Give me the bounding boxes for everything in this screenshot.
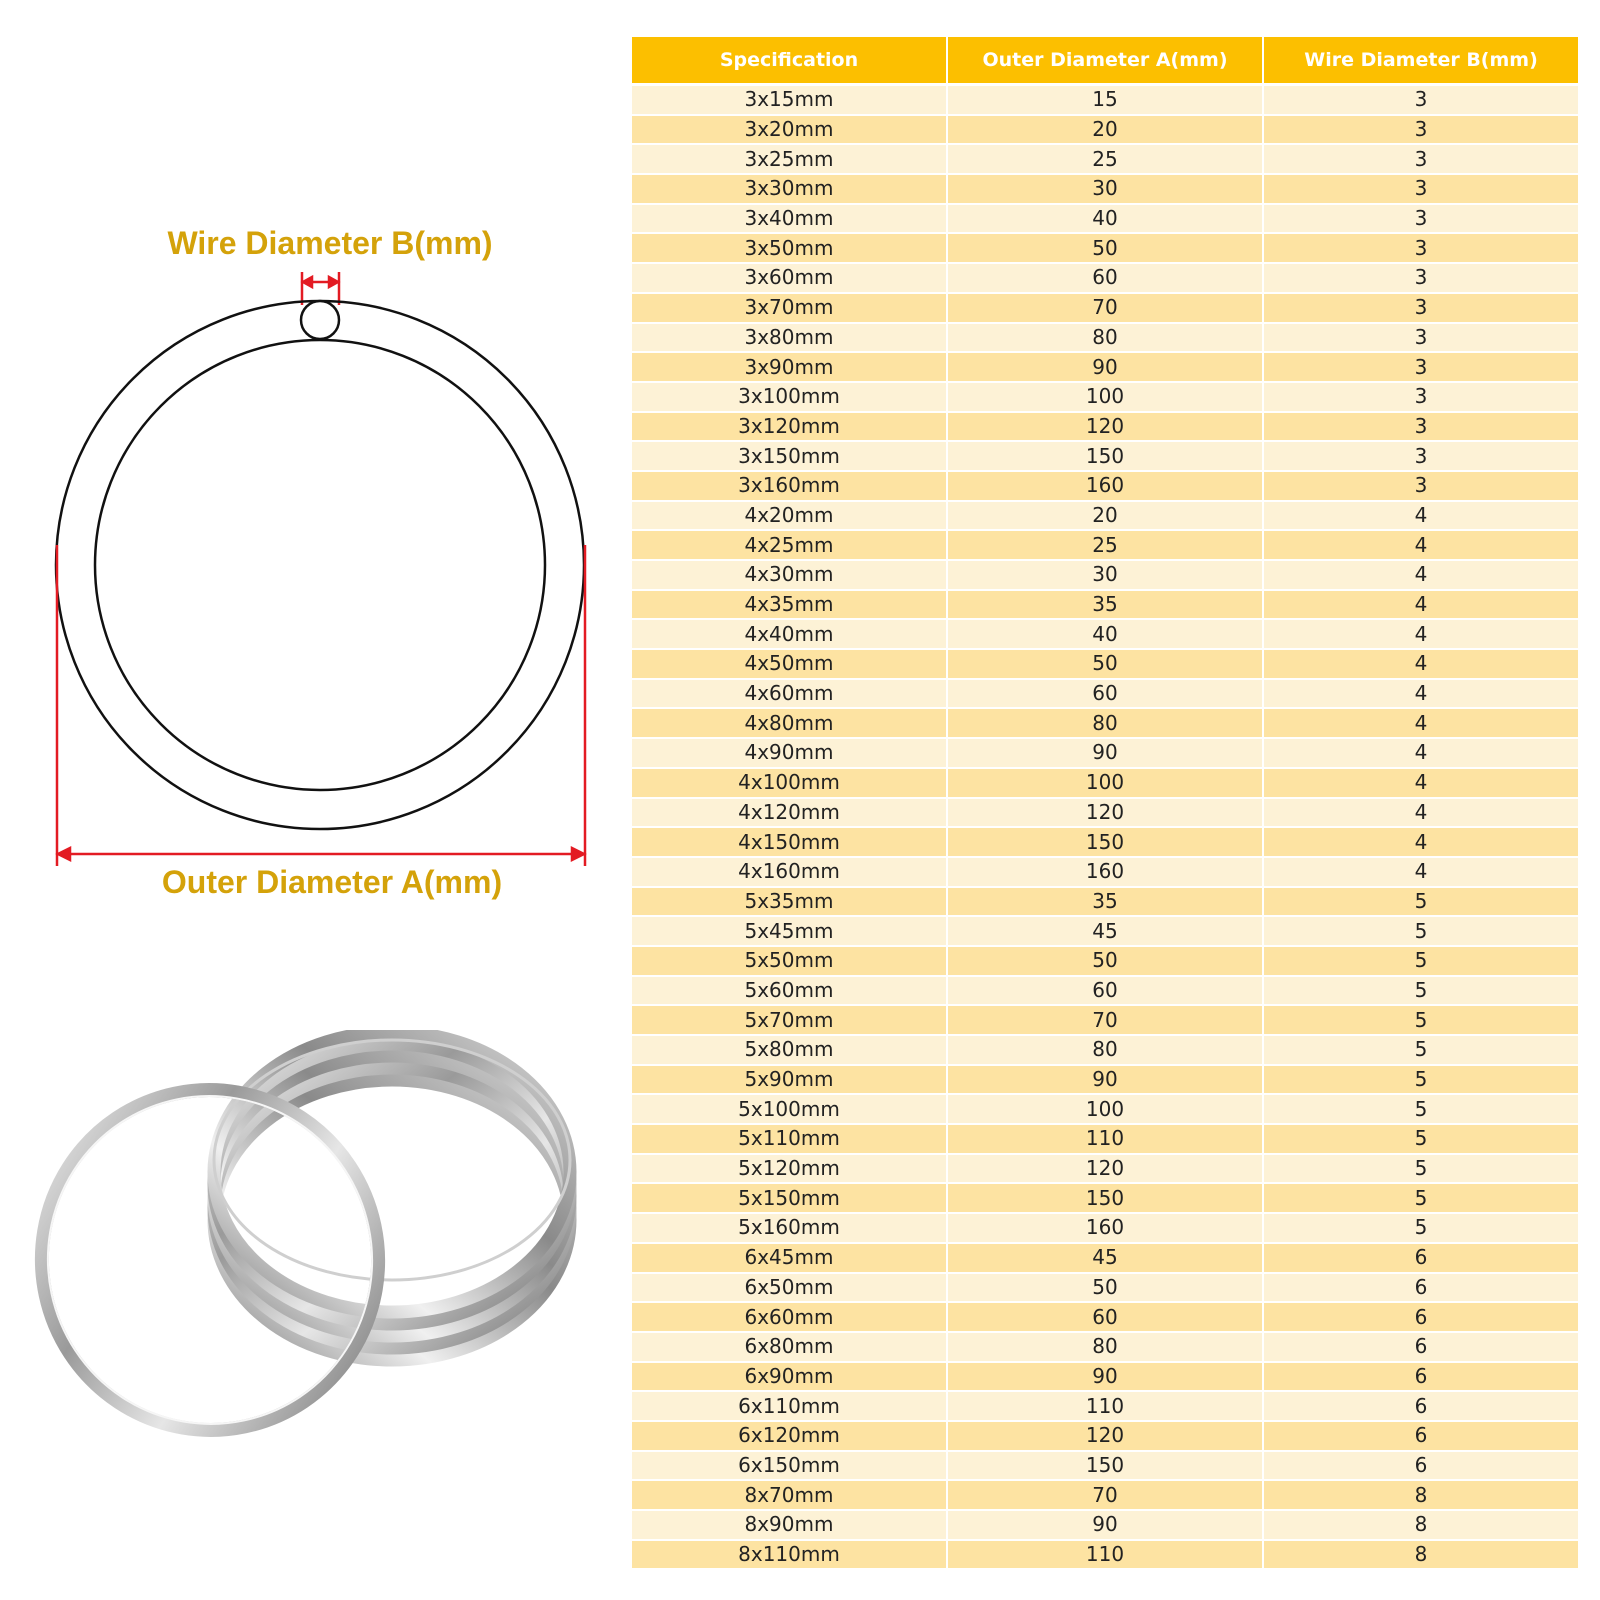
single-ring-highlight	[20, 1066, 403, 1454]
wire-diameter-cell: 4	[1263, 530, 1579, 560]
specification-cell: 5x35mm	[631, 887, 947, 917]
wire-diameter-cell: 6	[1263, 1451, 1579, 1481]
wire-diameter-cell: 3	[1263, 471, 1579, 501]
table-row	[631, 946, 1579, 976]
specification-cell: 3x25mm	[631, 144, 947, 174]
outer-diameter-cell: 160	[947, 857, 1263, 887]
wire-diameter-cell: 4	[1263, 768, 1579, 798]
table-row	[631, 708, 1579, 738]
table-row	[631, 1243, 1579, 1273]
outer-diameter-cell: 100	[947, 382, 1263, 412]
wire-diameter-cell: 4	[1263, 649, 1579, 679]
wire-diameter-cell: 3	[1263, 174, 1579, 204]
wire-diameter-cell: 6	[1263, 1391, 1579, 1421]
specification-cell: 4x100mm	[631, 768, 947, 798]
table-row	[631, 85, 1579, 115]
table-row	[631, 1451, 1579, 1481]
table-row	[631, 560, 1579, 590]
table-row	[631, 1302, 1579, 1332]
table-row	[631, 1480, 1579, 1510]
wire-cross-section	[301, 301, 339, 339]
table-row	[631, 1154, 1579, 1184]
table-row	[631, 1421, 1579, 1451]
outer-diameter-cell: 70	[947, 1480, 1263, 1510]
wire-diameter-cell: 4	[1263, 590, 1579, 620]
table-row	[631, 857, 1579, 887]
specification-cell: 3x50mm	[631, 233, 947, 263]
specification-cell: 4x30mm	[631, 560, 947, 590]
outer-diameter-cell: 70	[947, 293, 1263, 323]
outer-diameter-cell: 40	[947, 619, 1263, 649]
specification-cell: 4x80mm	[631, 708, 947, 738]
ring-outer-outline	[56, 301, 584, 829]
table-row	[631, 1124, 1579, 1154]
table-row	[631, 590, 1579, 620]
specification-cell: 4x120mm	[631, 798, 947, 828]
wire-diameter-cell: 5	[1263, 976, 1579, 1006]
specification-cell: 4x150mm	[631, 827, 947, 857]
outer-diameter-cell: 60	[947, 263, 1263, 293]
specification-cell: 3x40mm	[631, 204, 947, 234]
wire-diameter-cell: 5	[1263, 1005, 1579, 1035]
wire-diameter-cell: 6	[1263, 1273, 1579, 1303]
specification-cell: 5x160mm	[631, 1213, 947, 1243]
table-row	[631, 382, 1579, 412]
wire-diameter-cell: 4	[1263, 738, 1579, 768]
specification-cell: 4x90mm	[631, 738, 947, 768]
specification-cell: 8x110mm	[631, 1540, 947, 1570]
wire-diameter-cell: 4	[1263, 560, 1579, 590]
wire-diameter-cell: 4	[1263, 501, 1579, 531]
table-row	[631, 1391, 1579, 1421]
table-row	[631, 412, 1579, 442]
outer-diameter-cell: 90	[947, 1065, 1263, 1095]
wire-diameter-cell: 6	[1263, 1421, 1579, 1451]
table-row	[631, 768, 1579, 798]
table-row	[631, 441, 1579, 471]
table-row	[631, 827, 1579, 857]
outer-diameter-cell: 30	[947, 174, 1263, 204]
table-row	[631, 679, 1579, 709]
table-row	[631, 1183, 1579, 1213]
outer-diameter-cell: 45	[947, 1243, 1263, 1273]
table-row	[631, 233, 1579, 263]
table-row	[631, 1540, 1579, 1570]
specification-cell: 5x120mm	[631, 1154, 947, 1184]
outer-diameter-cell: 70	[947, 1005, 1263, 1035]
table-row	[631, 1273, 1579, 1303]
specification-cell: 6x90mm	[631, 1362, 947, 1392]
specification-cell: 4x50mm	[631, 649, 947, 679]
wire-diameter-label: Wire Diameter B(mm)	[167, 225, 493, 261]
outer-diameter-label: Outer Diameter A(mm)	[161, 864, 503, 900]
wire-diameter-cell: 3	[1263, 85, 1579, 115]
table-row	[631, 471, 1579, 501]
wire-diameter-cell: 3	[1263, 441, 1579, 471]
table-row	[631, 1510, 1579, 1540]
outer-diameter-cell: 80	[947, 1332, 1263, 1362]
wire-diameter-cell: 4	[1263, 679, 1579, 709]
specification-cell: 5x70mm	[631, 1005, 947, 1035]
table-header-row	[631, 37, 1579, 85]
outer-diameter-cell: 90	[947, 1362, 1263, 1392]
outer-diameter-cell: 100	[947, 768, 1263, 798]
specification-cell: 6x120mm	[631, 1421, 947, 1451]
table-row	[631, 323, 1579, 353]
wire-diameter-cell: 4	[1263, 798, 1579, 828]
outer-diameter-cell: 150	[947, 1451, 1263, 1481]
specification-cell: 5x100mm	[631, 1094, 947, 1124]
wire-diameter-cell: 5	[1263, 1213, 1579, 1243]
header-specification: Specification	[631, 37, 947, 85]
wire-diameter-cell: 6	[1263, 1243, 1579, 1273]
outer-diameter-cell: 120	[947, 412, 1263, 442]
specification-cell: 3x60mm	[631, 263, 947, 293]
wire-diameter-cell: 3	[1263, 293, 1579, 323]
table-row	[631, 798, 1579, 828]
outer-diameter-cell: 20	[947, 501, 1263, 531]
outer-diameter-cell: 25	[947, 144, 1263, 174]
outer-diameter-cell: 30	[947, 560, 1263, 590]
specification-cell: 5x150mm	[631, 1183, 947, 1213]
outer-diameter-cell: 50	[947, 233, 1263, 263]
outer-diameter-arrow	[57, 545, 585, 866]
table-row	[631, 501, 1579, 531]
wire-diameter-cell: 3	[1263, 115, 1579, 145]
product-photo	[20, 1030, 600, 1460]
table-row	[631, 115, 1579, 145]
wire-diameter-cell: 5	[1263, 916, 1579, 946]
specification-cell: 4x25mm	[631, 530, 947, 560]
wire-diameter-cell: 8	[1263, 1480, 1579, 1510]
wire-diameter-cell: 3	[1263, 263, 1579, 293]
outer-diameter-cell: 45	[947, 916, 1263, 946]
outer-diameter-cell: 110	[947, 1391, 1263, 1421]
outer-diameter-cell: 110	[947, 1124, 1263, 1154]
specification-cell: 3x150mm	[631, 441, 947, 471]
outer-diameter-cell: 35	[947, 590, 1263, 620]
wire-diameter-cell: 3	[1263, 412, 1579, 442]
wire-diameter-cell: 5	[1263, 1035, 1579, 1065]
outer-diameter-cell: 60	[947, 1302, 1263, 1332]
outer-diameter-cell: 60	[947, 976, 1263, 1006]
outer-diameter-cell: 120	[947, 1421, 1263, 1451]
specification-cell: 5x80mm	[631, 1035, 947, 1065]
ring-dimension-diagram	[0, 0, 620, 960]
specification-cell: 6x150mm	[631, 1451, 947, 1481]
specification-cell: 6x60mm	[631, 1302, 947, 1332]
specification-cell: 8x90mm	[631, 1510, 947, 1540]
wire-diameter-cell: 3	[1263, 352, 1579, 382]
wire-diameter-cell: 3	[1263, 382, 1579, 412]
outer-diameter-cell: 50	[947, 946, 1263, 976]
wire-diameter-cell: 5	[1263, 1124, 1579, 1154]
wire-diameter-cell: 5	[1263, 946, 1579, 976]
specification-cell: 6x110mm	[631, 1391, 947, 1421]
outer-diameter-cell: 80	[947, 1035, 1263, 1065]
outer-diameter-cell: 90	[947, 1510, 1263, 1540]
wire-diameter-cell: 5	[1263, 887, 1579, 917]
specification-cell: 3x160mm	[631, 471, 947, 501]
specification-cell: 5x50mm	[631, 946, 947, 976]
table-row	[631, 1005, 1579, 1035]
wire-diameter-cell: 4	[1263, 619, 1579, 649]
table-row	[631, 1213, 1579, 1243]
specification-cell: 4x35mm	[631, 590, 947, 620]
wire-diameter-cell: 3	[1263, 144, 1579, 174]
outer-diameter-cell: 50	[947, 649, 1263, 679]
specification-cell: 6x80mm	[631, 1332, 947, 1362]
specification-cell: 4x160mm	[631, 857, 947, 887]
specification-cell: 3x100mm	[631, 382, 947, 412]
table-row	[631, 1065, 1579, 1095]
wire-diameter-cell: 8	[1263, 1510, 1579, 1540]
header-wire-diameter: Wire Diameter B(mm)	[1263, 37, 1579, 85]
specification-cell: 5x90mm	[631, 1065, 947, 1095]
table-row	[631, 144, 1579, 174]
wire-diameter-cell: 3	[1263, 233, 1579, 263]
wire-diameter-cell: 6	[1263, 1332, 1579, 1362]
outer-diameter-cell: 90	[947, 738, 1263, 768]
table-row	[631, 976, 1579, 1006]
wire-diameter-cell: 4	[1263, 857, 1579, 887]
outer-diameter-cell: 120	[947, 1154, 1263, 1184]
wire-diameter-cell: 5	[1263, 1154, 1579, 1184]
outer-diameter-cell: 150	[947, 1183, 1263, 1213]
table-row	[631, 619, 1579, 649]
wire-diameter-cell: 5	[1263, 1094, 1579, 1124]
specification-cell: 4x40mm	[631, 619, 947, 649]
ring-inner-outline	[95, 340, 545, 790]
wire-diameter-cell: 4	[1263, 827, 1579, 857]
specification-cell: 5x110mm	[631, 1124, 947, 1154]
header-outer-diameter: Outer Diameter A(mm)	[947, 37, 1263, 85]
outer-diameter-cell: 160	[947, 471, 1263, 501]
outer-diameter-cell: 15	[947, 85, 1263, 115]
outer-diameter-cell: 90	[947, 352, 1263, 382]
wire-diameter-cell: 5	[1263, 1065, 1579, 1095]
specification-cell: 3x90mm	[631, 352, 947, 382]
table-row	[631, 174, 1579, 204]
wire-diameter-cell: 3	[1263, 204, 1579, 234]
specification-cell: 4x20mm	[631, 501, 947, 531]
outer-diameter-cell: 35	[947, 887, 1263, 917]
table-row	[631, 1035, 1579, 1065]
outer-diameter-cell: 80	[947, 708, 1263, 738]
table-row	[631, 293, 1579, 323]
wire-diameter-cell: 4	[1263, 708, 1579, 738]
specification-cell: 3x15mm	[631, 85, 947, 115]
wire-diameter-cell: 5	[1263, 1183, 1579, 1213]
table-body	[631, 85, 1579, 1570]
specification-cell: 6x45mm	[631, 1243, 947, 1273]
outer-diameter-cell: 150	[947, 827, 1263, 857]
outer-diameter-cell: 40	[947, 204, 1263, 234]
table-row	[631, 649, 1579, 679]
table-row	[631, 263, 1579, 293]
wire-diameter-cell: 3	[1263, 323, 1579, 353]
specification-cell: 5x60mm	[631, 976, 947, 1006]
outer-diameter-cell: 150	[947, 441, 1263, 471]
table-row	[631, 204, 1579, 234]
table-row	[631, 352, 1579, 382]
wire-diameter-cell: 6	[1263, 1302, 1579, 1332]
specification-cell: 3x80mm	[631, 323, 947, 353]
outer-diameter-cell: 100	[947, 1094, 1263, 1124]
outer-diameter-cell: 25	[947, 530, 1263, 560]
specification-cell: 4x60mm	[631, 679, 947, 709]
specification-cell: 3x70mm	[631, 293, 947, 323]
outer-diameter-cell: 50	[947, 1273, 1263, 1303]
specification-cell: 8x70mm	[631, 1480, 947, 1510]
outer-diameter-cell: 80	[947, 323, 1263, 353]
outer-diameter-cell: 20	[947, 115, 1263, 145]
wire-diameter-cell: 6	[1263, 1362, 1579, 1392]
specification-cell: 5x45mm	[631, 916, 947, 946]
specification-table	[630, 37, 1580, 1570]
table-row	[631, 1362, 1579, 1392]
specification-cell: 6x50mm	[631, 1273, 947, 1303]
outer-diameter-cell: 160	[947, 1213, 1263, 1243]
specification-cell: 3x20mm	[631, 115, 947, 145]
table-row	[631, 738, 1579, 768]
table-row	[631, 887, 1579, 917]
outer-diameter-cell: 110	[947, 1540, 1263, 1570]
wire-diameter-cell: 8	[1263, 1540, 1579, 1570]
outer-diameter-cell: 60	[947, 679, 1263, 709]
specification-cell: 3x120mm	[631, 412, 947, 442]
outer-diameter-cell: 120	[947, 798, 1263, 828]
table-row	[631, 530, 1579, 560]
ring-stack	[214, 1032, 570, 1360]
table-row	[631, 1332, 1579, 1362]
table-row	[631, 1094, 1579, 1124]
table-row	[631, 916, 1579, 946]
specification-cell: 3x30mm	[631, 174, 947, 204]
